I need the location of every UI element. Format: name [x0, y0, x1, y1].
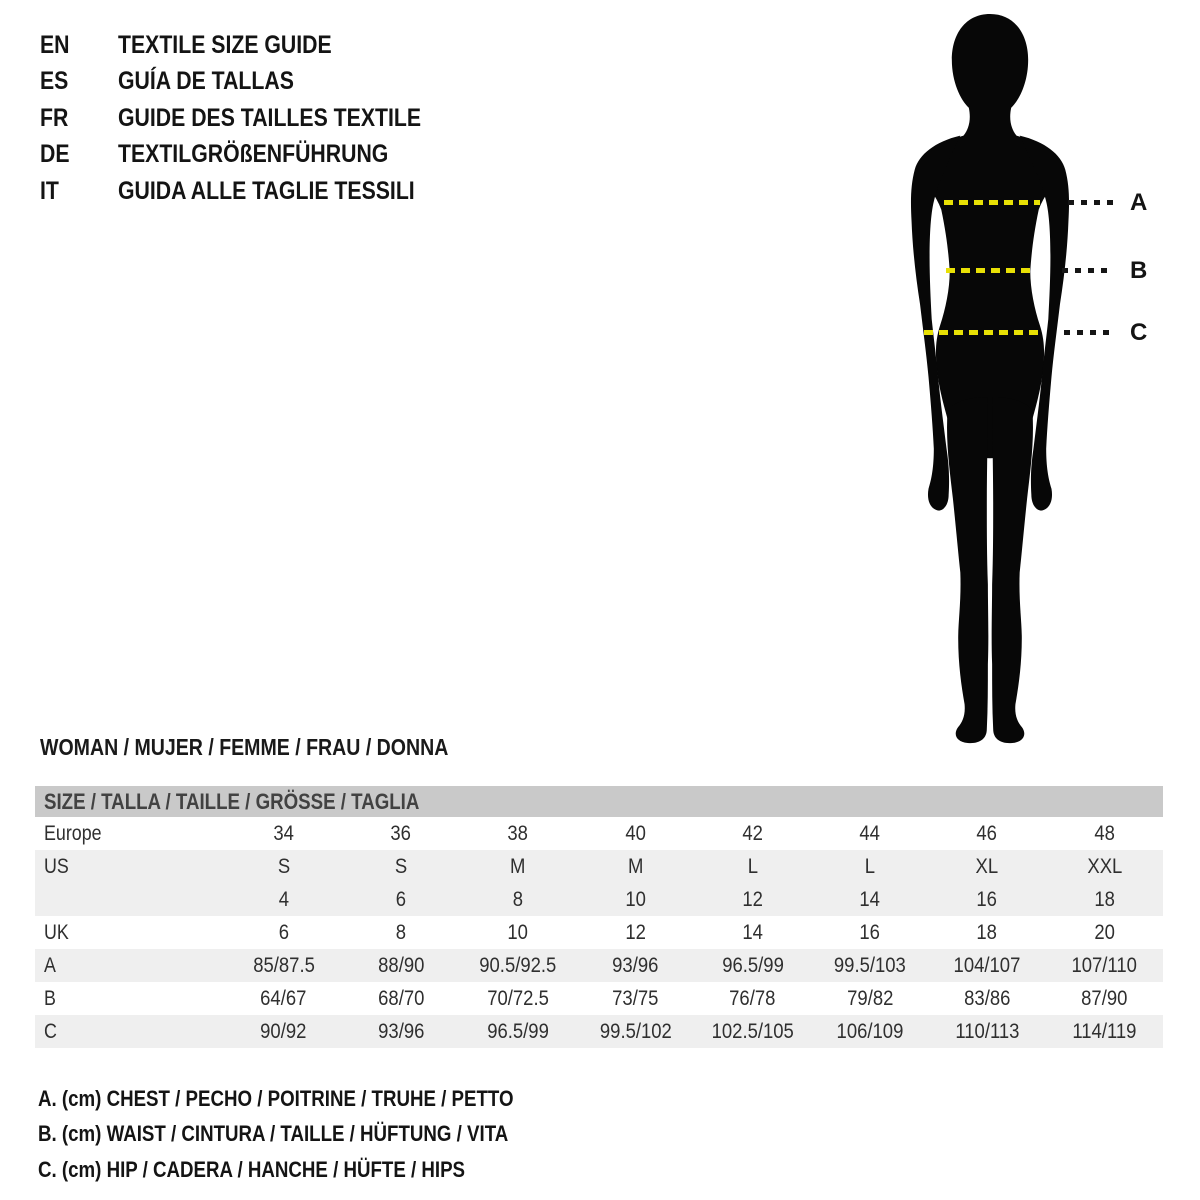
size-cell-value: 44: [859, 821, 881, 845]
size-cell: [460, 954, 577, 978]
size-cell: [342, 987, 459, 1011]
size-cell: [694, 822, 811, 846]
row-label: [35, 855, 225, 879]
size-cell: [577, 1020, 694, 1044]
size-cell: [1046, 921, 1163, 945]
size-table-row: [35, 817, 1163, 850]
size-cell: [342, 855, 459, 879]
size-table-row: [35, 982, 1163, 1015]
size-cell-value: 20: [1094, 920, 1115, 944]
size-cell: [460, 822, 577, 846]
size-cell: [929, 921, 1046, 945]
size-cell-value: 46: [976, 821, 998, 845]
legend-text: B. (cm) WAIST / CINTURA / TAILLE / HÜFTUNG / VITA: [38, 1121, 509, 1147]
size-cell-value: 12: [625, 920, 646, 944]
size-cell-value: 10: [507, 920, 529, 944]
size-cell: [225, 954, 342, 978]
size-table-header: [35, 786, 1163, 817]
size-cell: [225, 1020, 342, 1044]
language-label: TEXTILGRÖßENFÜHRUNG: [118, 140, 389, 169]
row-label-text: UK: [44, 920, 69, 944]
size-cell: [929, 888, 1046, 912]
size-cell-value: 107/110: [1071, 953, 1138, 977]
row-label: [35, 822, 225, 846]
size-table-body: [35, 817, 1163, 1048]
language-list: [40, 27, 475, 210]
size-cell-value: 38: [507, 821, 529, 845]
size-cell: [225, 888, 342, 912]
size-cell-value: 68/70: [377, 986, 425, 1010]
size-cell-value: 85/87.5: [252, 953, 315, 977]
size-cell: [460, 855, 577, 879]
size-table-row: [35, 916, 1163, 949]
language-label: GUÍA DE TALLAS: [118, 67, 294, 96]
size-cell-value: 99.5/103: [833, 953, 906, 977]
size-cell: [694, 921, 811, 945]
measure-dash-yellow: [944, 200, 1040, 205]
size-cell-value: 88/90: [377, 953, 425, 977]
size-cell-value: 79/82: [846, 986, 894, 1010]
size-cell: [225, 822, 342, 846]
size-cell: [1046, 888, 1163, 912]
size-cell-value: L: [864, 854, 876, 878]
size-cell: [577, 921, 694, 945]
row-label-text: C: [44, 1019, 57, 1043]
row-label-text: US: [44, 854, 69, 878]
size-cell: [811, 855, 928, 879]
size-cell-value: M: [627, 854, 644, 878]
size-cell-value: 110/113: [955, 1019, 1020, 1043]
size-cell-value: 114/119: [1072, 1019, 1137, 1043]
row-label: [35, 987, 225, 1011]
legend-line: [38, 1152, 597, 1188]
size-cell-value: 12: [742, 887, 763, 911]
measure-label: B: [1130, 257, 1148, 284]
size-cell: [577, 954, 694, 978]
language-row: [40, 137, 475, 174]
size-cell: [225, 921, 342, 945]
size-cell-value: 14: [742, 920, 763, 944]
size-cell: [929, 987, 1046, 1011]
size-cell-value: 18: [976, 920, 998, 944]
size-cell: [929, 855, 1046, 879]
size-cell-value: 96.5/99: [721, 953, 784, 977]
size-cell: [577, 855, 694, 879]
row-label: [35, 888, 225, 912]
size-cell: [460, 1020, 577, 1044]
language-code: ES: [40, 67, 69, 96]
measure-label: C: [1130, 319, 1148, 346]
size-cell-value: 34: [273, 821, 294, 845]
size-cell: [342, 1020, 459, 1044]
size-table-header-text: SIZE / TALLA / TAILLE / GRÖSSE / TAGLIA: [44, 789, 420, 814]
size-cell-value: 42: [742, 821, 763, 845]
size-cell: [342, 822, 459, 846]
size-cell: [1046, 855, 1163, 879]
size-cell: [811, 954, 928, 978]
size-cell-value: 14: [859, 887, 881, 911]
language-row: [40, 100, 475, 137]
size-cell: [694, 954, 811, 978]
language-row: [40, 27, 475, 64]
size-cell-value: 40: [625, 821, 646, 845]
language-code: IT: [40, 176, 59, 205]
size-cell: [811, 987, 928, 1011]
size-cell: [694, 888, 811, 912]
size-cell-value: 10: [625, 887, 646, 911]
size-cell-value: S: [394, 854, 408, 878]
measurement-legend: [38, 1081, 597, 1188]
size-cell-value: 87/90: [1081, 986, 1128, 1010]
size-cell-value: 18: [1094, 887, 1115, 911]
size-cell-value: 104/107: [953, 953, 1021, 977]
pointer-dash-black: [1062, 268, 1114, 273]
size-cell: [1046, 987, 1163, 1011]
section-title-text: WOMAN / MUJER / FEMME / FRAU / DONNA: [40, 734, 449, 760]
size-table-row: [35, 850, 1163, 883]
size-cell-value: L: [747, 854, 758, 878]
size-cell: [342, 954, 459, 978]
language-code: EN: [40, 30, 70, 59]
size-cell: [1046, 954, 1163, 978]
size-cell: [929, 822, 1046, 846]
size-cell-value: 6: [395, 887, 407, 911]
section-title: [40, 734, 520, 761]
size-cell-value: 90/92: [260, 1019, 307, 1043]
row-label: [35, 1020, 225, 1044]
figure-area: [884, 10, 1096, 748]
pointer-dash-black: [1064, 330, 1114, 335]
size-cell: [460, 888, 577, 912]
legend-line: [38, 1117, 597, 1153]
size-cell: [811, 822, 928, 846]
size-table: [35, 786, 1163, 1048]
size-cell: [811, 921, 928, 945]
size-cell-value: 90.5/92.5: [479, 953, 557, 977]
size-cell: [460, 987, 577, 1011]
size-cell: [1046, 822, 1163, 846]
row-label-text: A: [44, 953, 56, 977]
woman-silhouette: [884, 10, 1096, 748]
size-cell-value: 6: [278, 920, 289, 944]
language-code: FR: [40, 103, 69, 132]
size-cell-value: 96.5/99: [487, 1019, 549, 1043]
silhouette-left-leg: [947, 397, 988, 743]
size-cell: [342, 888, 459, 912]
language-row: [40, 173, 475, 210]
size-cell-value: 93/96: [612, 953, 659, 977]
size-cell-value: 4: [278, 887, 289, 911]
size-cell-value: 64/67: [260, 986, 307, 1010]
language-label: TEXTILE SIZE GUIDE: [118, 30, 332, 59]
size-cell-value: 106/109: [836, 1019, 904, 1043]
size-cell-value: XL: [975, 854, 999, 878]
size-cell-value: S: [277, 854, 290, 878]
size-cell-value: 73/75: [612, 986, 659, 1010]
language-label: GUIDE DES TAILLES TEXTILE: [118, 103, 422, 132]
size-table-row: [35, 883, 1163, 916]
measure-label: A: [1130, 189, 1148, 216]
size-cell-value: 76/78: [729, 986, 776, 1010]
pointer-dash-black: [1068, 200, 1114, 205]
size-cell: [460, 921, 577, 945]
measure-dash-yellow: [946, 268, 1034, 273]
row-label-text: B: [44, 986, 56, 1010]
size-cell: [225, 855, 342, 879]
language-label: GUIDA ALLE TAGLIE TESSILI: [118, 176, 415, 205]
size-cell: [577, 987, 694, 1011]
legend-text: A. (cm) CHEST / PECHO / POITRINE / TRUHE / PETTO: [38, 1085, 514, 1111]
silhouette-right-leg: [992, 397, 1033, 743]
size-cell-value: 8: [512, 887, 524, 911]
size-cell-value: 99.5/102: [599, 1019, 672, 1043]
legend-text: C. (cm) HIP / CADERA / HANCHE / HÜFTE / HIPS: [38, 1156, 466, 1182]
size-cell: [225, 987, 342, 1011]
size-cell-value: 16: [976, 887, 998, 911]
size-cell-value: M: [510, 854, 526, 878]
size-cell-value: 102.5/105: [711, 1019, 794, 1043]
size-cell-value: XXL: [1086, 854, 1122, 878]
size-cell: [577, 822, 694, 846]
size-cell-value: 16: [859, 920, 881, 944]
row-label: [35, 921, 225, 945]
row-label-text: Europe: [44, 821, 102, 845]
size-cell-value: 83/86: [963, 986, 1011, 1010]
size-cell: [1046, 1020, 1163, 1044]
size-cell: [694, 855, 811, 879]
size-cell-value: 8: [395, 920, 407, 944]
size-cell: [929, 954, 1046, 978]
row-label: [35, 954, 225, 978]
size-cell: [694, 1020, 811, 1044]
size-table-row: [35, 1015, 1163, 1048]
size-cell: [811, 888, 928, 912]
size-cell: [811, 1020, 928, 1044]
size-cell: [929, 1020, 1046, 1044]
size-cell-value: 48: [1094, 821, 1115, 845]
size-cell-value: 93/96: [377, 1019, 425, 1043]
language-row: [40, 64, 475, 101]
size-table-row: [35, 949, 1163, 982]
size-cell: [342, 921, 459, 945]
measure-dash-yellow: [924, 330, 1044, 335]
size-cell: [694, 987, 811, 1011]
legend-line: [38, 1081, 597, 1117]
language-code: DE: [40, 140, 70, 169]
size-cell-value: 36: [390, 821, 412, 845]
size-cell-value: 70/72.5: [487, 986, 549, 1010]
size-cell: [577, 888, 694, 912]
silhouette-head-torso: [919, 14, 1061, 458]
